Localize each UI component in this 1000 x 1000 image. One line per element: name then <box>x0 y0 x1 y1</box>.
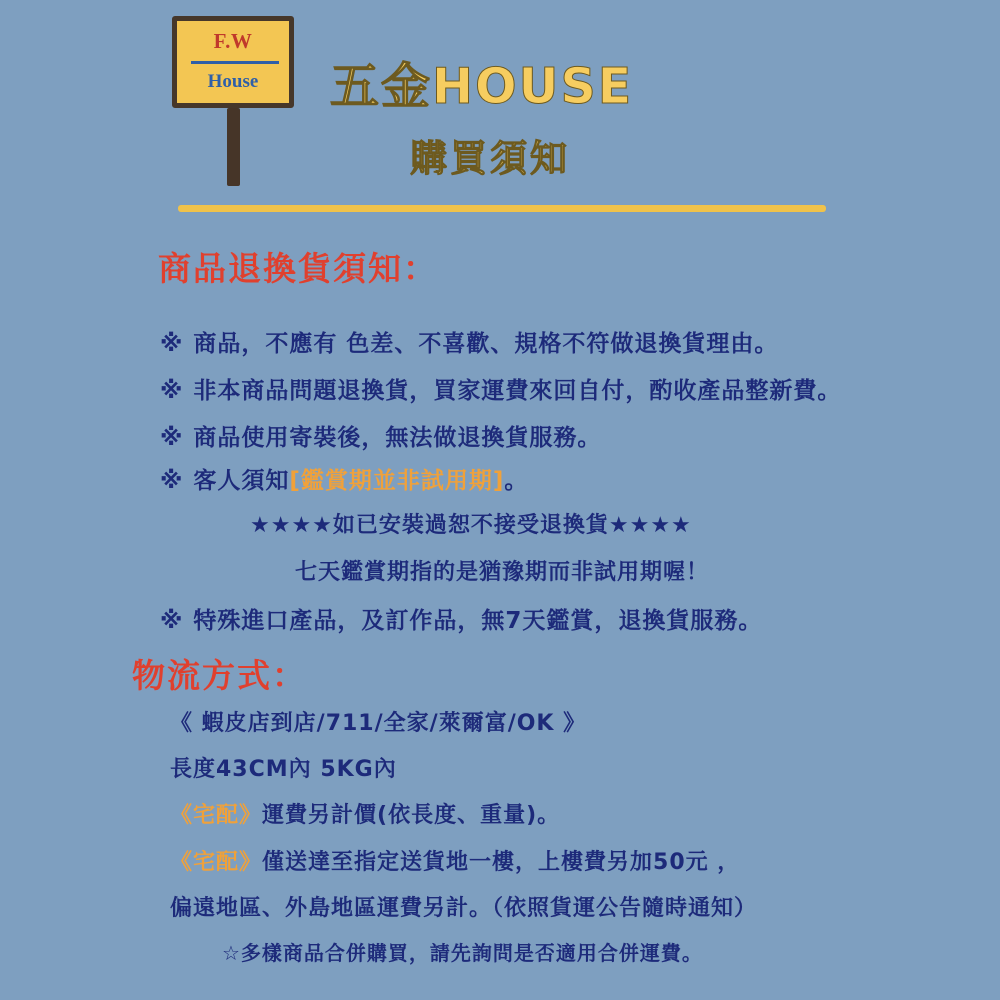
sign-fw-text: F.W <box>213 29 253 53</box>
logistics-line-5: 偏遠地區、外島地區運費另計。（依照貨運公告隨時通知） <box>170 896 758 921</box>
brand-subtitle: 購買須知 <box>410 137 570 180</box>
logistics-line-1: 《 蝦皮店到店/711/全家/萊爾富/OK 》 <box>170 711 587 736</box>
brand-title: 五金HOUSE <box>330 58 634 115</box>
header <box>0 0 1000 200</box>
bullet-mark-icon: ※ <box>160 425 184 451</box>
logistics-line-4-text: 僅送達至指定送貨地一樓，上樓費另加50元 ， <box>262 850 741 875</box>
logistics-line-6: ☆多樣商品合併購買，請先詢問是否適用合併運費。 <box>222 941 703 965</box>
returns-item-5-text: 特殊進口產品，及訂作品，無7天鑑賞，退換貨服務。 <box>193 608 763 634</box>
home-delivery-tag: 《宅配》 <box>170 850 263 875</box>
returns-item-1-text: 商品，不應有 色差、不喜歡、規格不符做退換貨理由。 <box>193 331 779 357</box>
returns-item-2 <box>160 372 841 405</box>
returns-item-2-text: 非本商品問題退換貨，買家運費來回自付，酌收產品整新費。 <box>193 378 842 404</box>
home-delivery-tag: 《宅配》 <box>170 803 263 828</box>
sign-post <box>227 108 240 186</box>
bullet-mark-icon: ※ <box>160 378 184 404</box>
returns-item-5 <box>160 602 762 635</box>
logistics-section-heading: 物流方式： <box>132 656 307 695</box>
sign-divider-line <box>191 61 279 64</box>
shop-sign-logo <box>172 16 302 191</box>
bullet-mark-icon: ※ <box>160 331 184 357</box>
logistics-line-3-text: 運費另計價(依長度、重量)。 <box>262 803 561 828</box>
returns-item-3-text: 商品使用寄裝後，無法做退換貨服務。 <box>193 425 602 451</box>
bullet-mark-icon: ※ <box>160 608 184 634</box>
returns-notice-stars: ★★★★如已安裝過恕不接受退換貨★★★★ <box>250 513 692 538</box>
returns-notice-sub: 七天鑑賞期指的是猶豫期而非試用期喔！ <box>295 560 710 585</box>
returns-item-4-prefix: 客人須知 <box>193 468 290 494</box>
returns-section-heading: 商品退換貨須知： <box>158 249 438 288</box>
sign-board <box>172 16 294 108</box>
sign-house-text: House <box>207 71 259 92</box>
bullet-mark-icon: ※ <box>160 468 184 494</box>
returns-item-4 <box>160 462 528 495</box>
header-divider <box>178 205 826 212</box>
returns-item-4-highlight: [鑑賞期並非試用期] <box>289 468 505 494</box>
returns-item-4-suffix: 。 <box>504 468 529 494</box>
returns-item-1 <box>160 325 778 358</box>
logistics-line-4 <box>170 845 740 876</box>
logistics-line-2: 長度43CM內 5KG內 <box>170 757 397 782</box>
logistics-line-3 <box>170 798 560 829</box>
returns-item-3 <box>160 419 601 452</box>
